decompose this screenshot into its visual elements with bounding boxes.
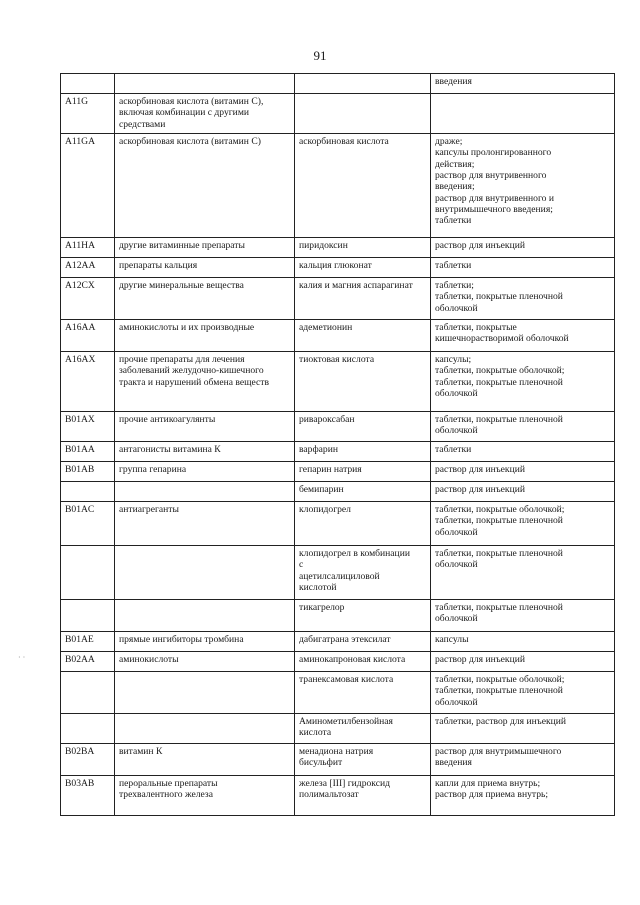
substance-cell [295,94,431,134]
cell-text-line: капли для приема внутрь; [435,778,541,789]
dosage-form-cell [431,672,615,714]
cell-text-line: капсулы пролонгированного [435,147,552,159]
cell-text-line: таблетки, покрытые оболочкой; [435,365,565,377]
group-name-cell [115,412,295,442]
table-row [61,652,615,672]
atc-code-cell [61,278,115,320]
atc-code-cell [61,320,115,352]
group-name-cell [115,74,295,94]
dosage-form-cell [431,546,615,600]
atc-code-cell [61,134,115,238]
atc-code-cell [61,412,115,442]
cell-text-line: раствор для инъекций [435,464,525,475]
table-row [61,776,615,816]
group-name-cell [115,352,295,412]
substance-cell [295,632,431,652]
cell-text-line: таблетки; [435,280,474,291]
cell-text-line: группа гепарина [119,464,187,475]
cell-text-line: таблетки, покрытые пленочной [435,548,563,559]
atc-code-cell [61,714,115,744]
cell-text-line: раствор для внутримышечного [435,746,562,757]
cell-text-line: A11HA [65,240,96,251]
cell-text-line: A16AA [65,322,96,333]
cell-text-line: транексамовая кислота [299,674,394,685]
cell-text-line: таблетки [435,215,472,227]
table-row [61,462,615,482]
substance-cell [295,482,431,502]
table-row [61,482,615,502]
cell-text-line: дабигатрана этексилат [299,634,391,645]
substance-cell [295,352,431,412]
atc-code-cell [61,352,115,412]
group-name-cell [115,238,295,258]
cell-text-line: капсулы; [435,354,472,365]
cell-text-line: таблетки, покрытые пленочной [435,602,563,613]
group-name-cell [115,462,295,482]
cell-text-line: антагонисты витамина К [119,444,221,455]
atc-code-cell [61,238,115,258]
cell-text-line: другие витаминные препараты [119,240,245,251]
table-row [61,546,615,600]
cell-text-line: прямые ингибиторы тромбина [119,634,244,645]
substance-cell [295,412,431,442]
group-name-cell [115,94,295,134]
cell-text-line: внутримышечного введения; [435,203,553,215]
substance-cell [295,546,431,600]
cell-text-line: аскорбиновая кислота (витамин С) [119,136,261,147]
cell-text-line: кислота [299,727,332,739]
cell-text-line: раствор для инъекций [435,654,525,665]
cell-text-line: A12AA [65,260,96,271]
cell-text-line: таблетки, покрытые пленочной [435,515,563,527]
cell-text-line: витамин К [119,746,163,757]
atc-code-cell [61,502,115,546]
atc-code-cell [61,258,115,278]
dosage-form-cell [431,258,615,278]
dosage-form-cell [431,714,615,744]
cell-text-line: капсулы [435,634,469,645]
substance-cell [295,672,431,714]
cell-text-line: A11GA [65,136,96,147]
group-name-cell [115,278,295,320]
cell-text-line: драже; [435,136,463,147]
atc-code-cell [61,600,115,632]
substance-cell [295,238,431,258]
group-name-cell [115,320,295,352]
cell-text-line: адеметионин [299,322,353,333]
cell-text-line: B01AC [65,504,95,515]
table-row [61,320,615,352]
substance-cell [295,502,431,546]
cell-text-line: таблетки, покрытые пленочной [435,685,563,697]
cell-text-line: кишечнорастворимой оболочкой [435,333,569,345]
table-row [61,412,615,442]
scan-mark: · · [18,653,26,662]
cell-text-line: раствор для внутривенного и [435,192,554,204]
atc-code-cell [61,482,115,502]
substance-cell [295,320,431,352]
cell-text-line: таблетки, покрытые пленочной [435,414,563,425]
dosage-form-cell [431,94,615,134]
dosage-form-cell [431,412,615,442]
table-row [61,258,615,278]
table-row [61,744,615,776]
table-row [61,600,615,632]
dosage-form-cell [431,442,615,462]
cell-text-line: раствор для инъекций [435,240,525,251]
dosage-form-cell [431,238,615,258]
table-row [61,442,615,462]
table-row [61,672,615,714]
dosage-form-cell [431,632,615,652]
cell-text-line: таблетки, покрытые пленочной [435,291,563,303]
cell-text-line: бисульфит [299,757,343,769]
substance-cell [295,442,431,462]
dosage-form-cell [431,74,615,94]
cell-text-line: аминокислоты [119,654,179,665]
group-name-cell [115,134,295,238]
atc-code-cell [61,632,115,652]
cell-text-line: железа [III] гидроксид [299,778,390,789]
dosage-form-cell [431,134,615,238]
group-name-cell [115,632,295,652]
cell-text-line: тракта и нарушений обмена веществ [119,376,270,388]
cell-text-line: включая комбинации с другими [119,107,250,119]
table-row [61,94,615,134]
cell-text-line: B01AE [65,634,94,645]
cell-text-line: прочие препараты для лечения [119,354,245,365]
atc-code-cell [61,744,115,776]
table-row [61,714,615,744]
group-name-cell [115,652,295,672]
cell-text-line: тикагрелор [299,602,345,613]
cell-text-line: введения [435,757,472,769]
cell-text-line: с [299,559,304,571]
cell-text-line: аминокапроновая кислота [299,654,406,665]
cell-text-line: B02BA [65,746,95,757]
table-row [61,134,615,238]
cell-text-line: гепарин натрия [299,464,362,475]
dosage-form-cell [431,278,615,320]
cell-text-line: A11G [65,96,89,107]
atc-code-cell [61,776,115,816]
group-name-cell [115,482,295,502]
cell-text-line: прочие антикоагулянты [119,414,216,425]
cell-text-line: аскорбиновая кислота [299,136,389,147]
cell-text-line: оболочкой [435,425,478,437]
cell-text-line: оболочкой [435,387,478,399]
cell-text-line: таблетки [435,260,472,271]
dosage-form-cell [431,352,615,412]
atc-code-cell [61,546,115,600]
cell-text-line: таблетки, раствор для инъекций [435,716,567,727]
cell-text-line: таблетки, покрытые [435,322,517,333]
cell-text-line: другие минеральные вещества [119,280,244,291]
cell-text-line: оболочкой [435,613,478,625]
substance-cell [295,652,431,672]
group-name-cell [115,600,295,632]
cell-text-line: B01AA [65,444,95,455]
cell-text-line: B03AB [65,778,95,789]
page-number: 91 [313,48,327,63]
cell-text-line: раствор для инъекций [435,484,525,495]
substance-cell [295,134,431,238]
table-row [61,502,615,546]
cell-text-line: ацетилсалициловой [299,570,380,582]
cell-text-line: трехвалентного железа [119,789,213,801]
cell-text-line: ривароксабан [299,414,355,425]
dosage-form-cell [431,502,615,546]
cell-text-line: A16AX [65,354,96,365]
cell-text-line: бемипарин [299,484,344,495]
table-body [61,74,615,816]
dosage-form-cell [431,600,615,632]
cell-text-line: клопидогрел в комбинации [299,548,410,559]
dosage-form-cell [431,744,615,776]
cell-text-line: антиагреганты [119,504,179,515]
cell-text-line: раствор для приема внутрь; [435,789,549,801]
cell-text-line: A12CX [65,280,95,291]
group-name-cell [115,442,295,462]
cell-text-line: варфарин [299,444,338,455]
atc-code-cell [61,462,115,482]
cell-text-line: средствами [119,118,166,130]
cell-text-line: менадиона натрия [299,746,374,757]
table-row [61,278,615,320]
cell-text-line: тиоктовая кислота [299,354,375,365]
atc-code-cell [61,672,115,714]
dosage-form-cell [431,776,615,816]
cell-text-line: Аминометилбензойная [299,716,393,727]
cell-text-line: полимальтозат [299,789,359,801]
cell-text-line: оболочкой [435,559,478,571]
group-name-cell [115,776,295,816]
dosage-form-cell [431,482,615,502]
cell-text-line: введения [435,76,472,87]
cell-text-line: таблетки, покрытые пленочной [435,376,563,388]
cell-text-line: клопидогрел [299,504,351,515]
cell-text-line: действия; [435,158,475,170]
group-name-cell [115,502,295,546]
atc-code-cell [61,652,115,672]
cell-text-line: таблетки [435,444,472,455]
cell-text-line: таблетки, покрытые оболочкой; [435,674,565,685]
cell-text-line: оболочкой [435,302,478,314]
substance-cell [295,258,431,278]
drug-classification-table [60,73,615,816]
cell-text-line: оболочкой [435,526,478,538]
cell-text-line: раствор для внутривенного [435,169,547,181]
cell-text-line: кислотой [299,581,337,593]
atc-code-cell [61,442,115,462]
cell-text-line: B01AX [65,414,95,425]
substance-cell [295,278,431,320]
substance-cell [295,776,431,816]
cell-text-line: пероральные препараты [119,778,218,789]
group-name-cell [115,258,295,278]
substance-cell [295,74,431,94]
atc-code-cell [61,94,115,134]
substance-cell [295,714,431,744]
cell-text-line: введения; [435,181,475,193]
atc-code-cell [61,74,115,94]
table-row [61,74,615,94]
dosage-form-cell [431,462,615,482]
cell-text-line: препараты кальция [119,260,198,271]
substance-cell [295,744,431,776]
cell-text-line: заболеваний желудочно-кишечного [119,365,264,377]
cell-text-line: кальция глюконат [299,260,372,271]
group-name-cell [115,714,295,744]
substance-cell [295,462,431,482]
dosage-form-cell [431,320,615,352]
table-row [61,632,615,652]
cell-text-line: таблетки, покрытые оболочкой; [435,504,565,515]
dosage-form-cell [431,652,615,672]
cell-text-line: аминокислоты и их производные [119,322,255,333]
group-name-cell [115,672,295,714]
cell-text-line: аскорбиновая кислота (витамин С), [119,96,264,107]
table-row [61,238,615,258]
table-row [61,352,615,412]
substance-cell [295,600,431,632]
group-name-cell [115,744,295,776]
group-name-cell [115,546,295,600]
cell-text-line: калия и магния аспарагинат [299,280,413,291]
cell-text-line: пиридоксин [299,240,348,251]
cell-text-line: оболочкой [435,696,478,708]
cell-text-line: B02AA [65,654,95,665]
cell-text-line: B01AB [65,464,95,475]
